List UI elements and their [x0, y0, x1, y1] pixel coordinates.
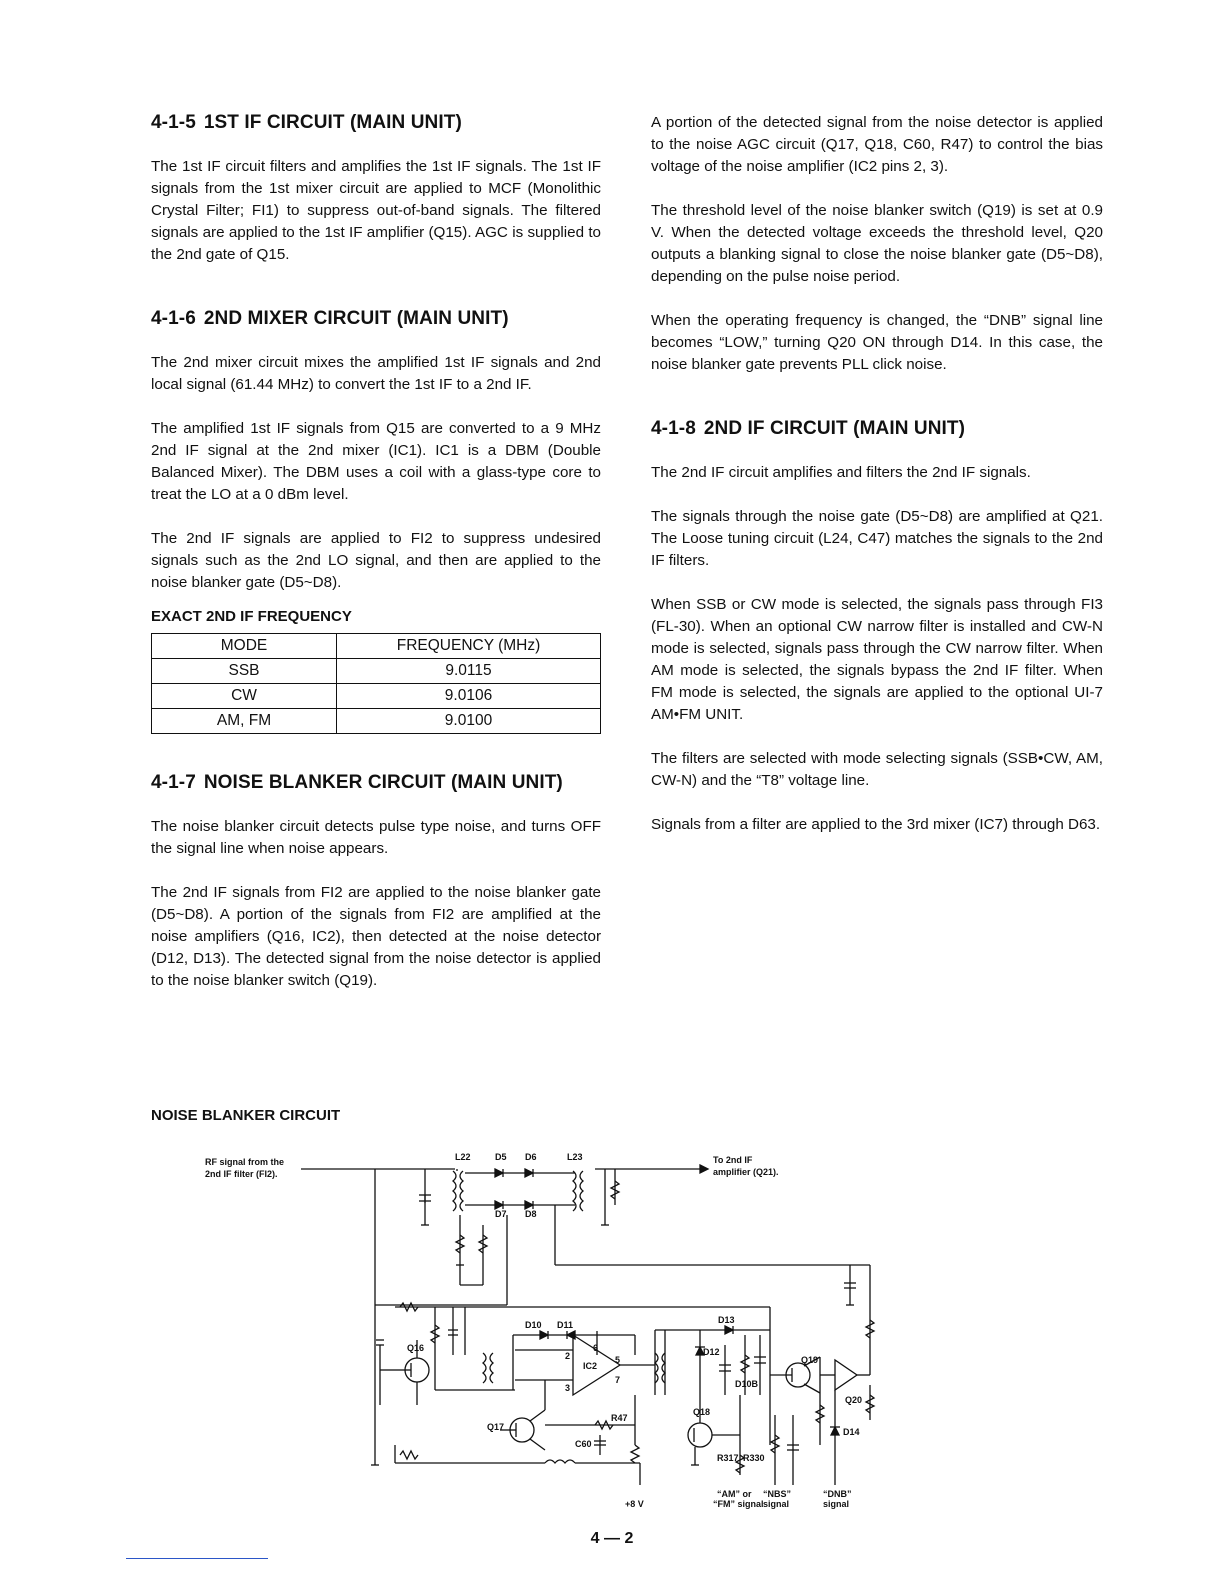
right-column [651, 112, 1103, 858]
label-pin3: 3 [565, 1383, 571, 1393]
label-D12: D12 [703, 1347, 720, 1357]
schematic-output-label: amplifier (Q21). [713, 1167, 779, 1177]
paragraph: The 1st IF circuit filters and amplifies the 1st IF signals. The 1st IF signals from the 1st mixer circuit are applied to MCF (Monolithic Crystal Filter; FI1) to suppress out-of-band signals. The filtered signals are applied to the 1st IF amplifier (Q15). AGC is supplied to the 2nd gate of Q15. [151, 158, 601, 263]
schematic-input-label: 2nd IF filter (FI2). [205, 1169, 278, 1179]
label-pin5: 5 [615, 1355, 621, 1365]
frequency-table [151, 633, 601, 734]
label-R330: R330 [743, 1453, 765, 1463]
table-cell: SSB [152, 659, 337, 684]
label-D14: D14 [843, 1427, 860, 1437]
schematic-input-label: RF signal from the [205, 1157, 285, 1167]
label-8v: +8 V [625, 1499, 644, 1509]
label-R47: R47 [611, 1413, 628, 1423]
paragraph: When SSB or CW mode is selected, the signals pass through FI3 (FL-30). When an optional CW narrow filter is installed and CW-N mode is selected, signals pass through the CW narrow filter. When AM mode is selected, the signals bypass the 2nd IF filter. When FM mode is selected, the signals are applied to the optional UI-7 AM•FM UNIT. [651, 596, 1103, 723]
paragraph: The 2nd IF signals from FI2 are applied to the noise blanker gate (D5~D8). A portion of the signals from FI2 are amplified at the noise amplifiers (Q16, IC2), then detected at the noise detector (D12, D13). The detected signal from the noise detector is applied to the noise blanker switch (Q19). [151, 884, 601, 989]
paragraph: The 2nd mixer circuit mixes the amplified 1st IF signals and 2nd local signal (61.44 MHz) to convert the 1st IF to a 2nd IF. [151, 354, 601, 393]
label-D10B: D10B [735, 1379, 759, 1389]
label-D10: D10 [525, 1320, 542, 1330]
table-cell: 9.0100 [337, 709, 601, 734]
page-number: 4 — 2 [590, 1530, 634, 1547]
paragraph: The noise blanker circuit detects pulse type noise, and turns OFF the signal line when noise appears. [151, 818, 601, 857]
label-pin7: 7 [615, 1375, 621, 1385]
label-Q19: Q19 [801, 1355, 819, 1365]
label-nbs-signal: signal [763, 1499, 790, 1509]
label-L22: L22 [455, 1152, 471, 1162]
paragraph: The 2nd IF signals are applied to FI2 to suppress undesired signals such as the 2nd LO signal, and then are applied to the noise blanker gate (D5~D8). [151, 530, 601, 591]
table-title: EXACT 2ND IF FREQUENCY [151, 608, 352, 625]
label-L23: L23 [567, 1152, 583, 1162]
paragraph: When the operating frequency is changed, the “DNB” signal line becomes “LOW,” turning Q20 ON through D14. In this case, the noise blanker gate prevents PLL click noise. [651, 312, 1103, 373]
table-cell: AM, FM [152, 709, 337, 734]
label-Q18: Q18 [693, 1407, 711, 1417]
label-D11: D11 [557, 1320, 574, 1330]
label-D6: D6 [525, 1152, 537, 1162]
label-D13: D13 [718, 1315, 735, 1325]
label-pin6: 6 [593, 1343, 599, 1353]
label-nbs-signal: “NBS” [763, 1489, 792, 1499]
paragraph: The amplified 1st IF signals from Q15 are converted to a 9 MHz 2nd IF signal at the 2nd mixer (IC1). IC1 is a DBM (Double Balanced Mixer). The DBM uses a coil with a glass-type core to treat the LO at a 0 dBm level. [151, 420, 601, 503]
paragraph: The threshold level of the noise blanker switch (Q19) is set at 0.9 V. When the detected voltage exceeds the threshold level, Q20 outputs a blanking signal to close the noise blanker gate (D5~D8), depending on the pulse noise period. [651, 202, 1103, 285]
table-header-mode: MODE [152, 634, 337, 659]
label-Q17: Q17 [487, 1422, 505, 1432]
table-cell: 9.0115 [337, 659, 601, 684]
section-heading-4-1-8: 4-1-8 2ND IF CIRCUIT (MAIN UNIT) [651, 418, 966, 439]
paragraph: The 2nd IF circuit amplifies and filters the 2nd IF signals. [651, 464, 1031, 481]
label-pin2: 2 [565, 1351, 571, 1361]
label-IC2: IC2 [583, 1361, 598, 1371]
label-dnb-signal: signal [823, 1499, 850, 1509]
section-heading-4-1-5: 4-1-5 1ST IF CIRCUIT (MAIN UNIT) [151, 112, 462, 133]
label-am-signal: “FM” signal [713, 1499, 764, 1509]
paragraph: A portion of the detected signal from the noise detector is applied to the noise AGC circuit (Q17, Q18, C60, R47) to control the bias voltage of the noise amplifier (IC2 pins 2, 3). [651, 114, 1103, 175]
label-R317: R317 [717, 1453, 739, 1463]
label-Q20: Q20 [845, 1395, 863, 1405]
label-D5: D5 [495, 1152, 507, 1162]
label-Q16: Q16 [407, 1343, 425, 1353]
table-header-frequency: FREQUENCY (MHz) [337, 634, 601, 659]
left-column [151, 112, 601, 1014]
paragraph: Signals from a filter are applied to the 3rd mixer (IC7) through D63. [651, 816, 1101, 833]
table-row [152, 709, 601, 734]
schematic-output-label: To 2nd IF [713, 1155, 753, 1165]
section-heading-4-1-6: 4-1-6 2ND MIXER CIRCUIT (MAIN UNIT) [151, 308, 509, 329]
table-cell: 9.0106 [337, 684, 601, 709]
footer-line [126, 1558, 268, 1559]
table-header-row [152, 634, 601, 659]
paragraph: The filters are selected with mode selecting signals (SSB•CW, AM, CW-N) and the “T8” voltage line. [651, 750, 1103, 789]
label-D7: D7 [495, 1209, 507, 1219]
section-heading-4-1-7: 4-1-7 NOISE BLANKER CIRCUIT (MAIN UNIT) [151, 772, 563, 793]
schematic-title: NOISE BLANKER CIRCUIT [151, 1107, 341, 1124]
paragraph: The signals through the noise gate (D5~D8) are amplified at Q21. The Loose tuning circuit (L24, C47) matches the signals to the 2nd IF filters. [651, 508, 1103, 569]
table-row [152, 659, 601, 684]
table-row [152, 684, 601, 709]
label-D8: D8 [525, 1209, 537, 1219]
label-dnb-signal: “DNB” [823, 1489, 852, 1499]
label-am-signal: “AM” or [717, 1489, 752, 1499]
table-cell: CW [152, 684, 337, 709]
noise-blanker-schematic [195, 1145, 895, 1525]
label-C60: C60 [575, 1439, 592, 1449]
